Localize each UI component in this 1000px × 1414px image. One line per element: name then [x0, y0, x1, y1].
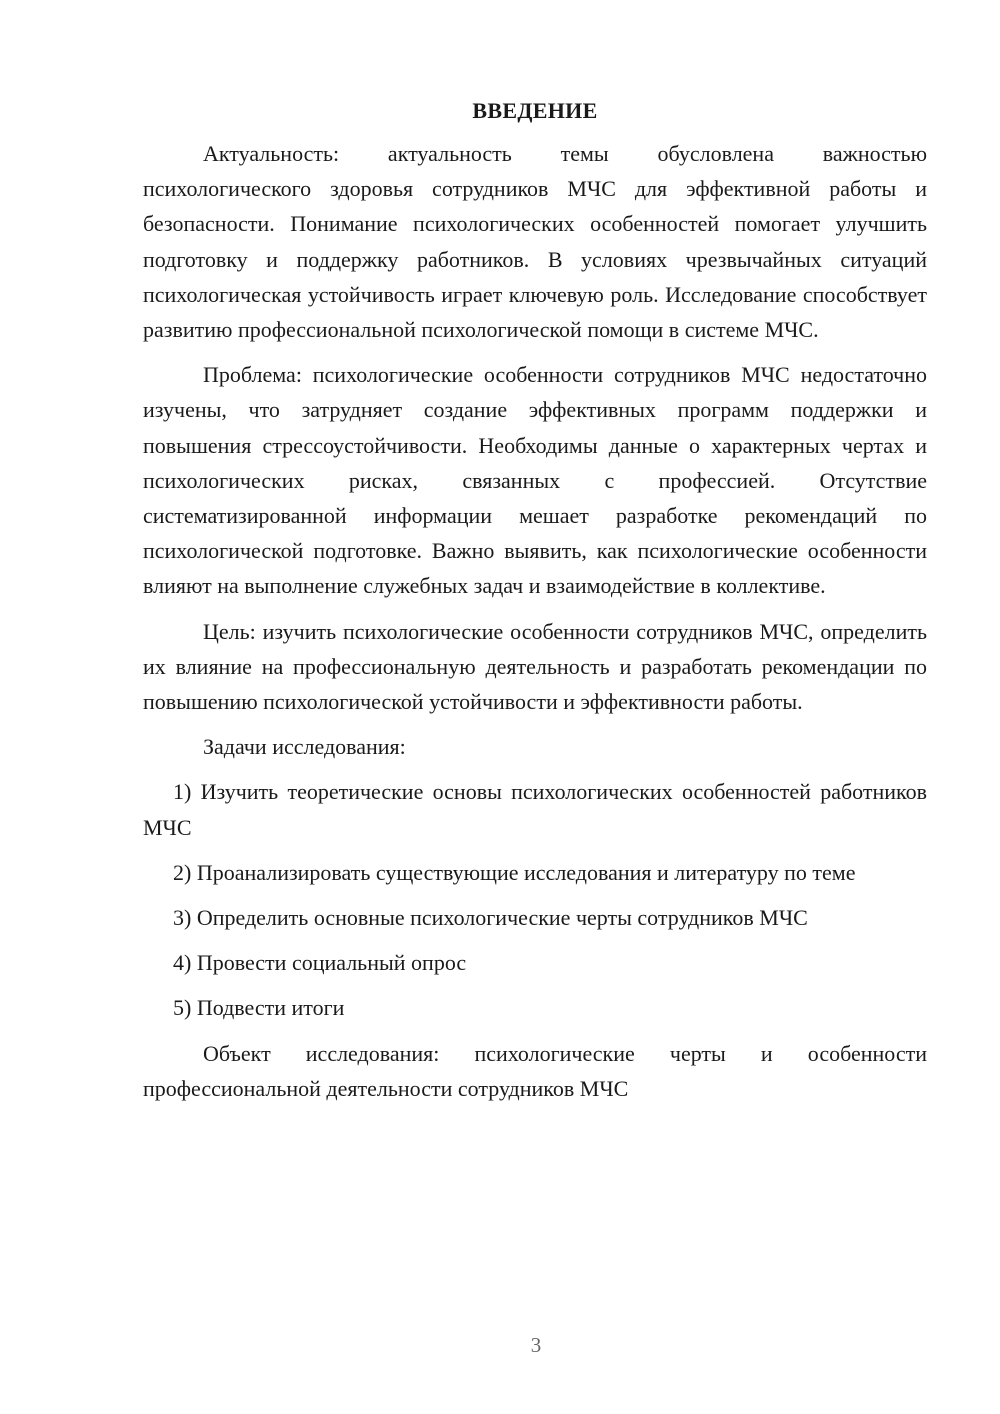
task-item: 3) Определить основные психологические черты сотрудников МЧС — [173, 905, 808, 931]
paragraph-problem: Проблема: психологические особенности сотрудников МЧС недостаточно изучены, что затрудняет создание эффективных программ поддержки и повышения стрессоустойчивости. Необходимы данные о характерных чертах и психологических рисках, связанных с профессией. Отсутствие систематизированной информации мешает разработке рекомендаций по психологической подготовке. Важно выявить, как психологические особенности влияют на выполнение служебных задач и взаимодействие в коллективе. — [143, 362, 927, 599]
tasks-list — [143, 774, 927, 1025]
task-item: 4) Провести социальный опрос — [173, 950, 467, 976]
page-number: 3 — [530, 1333, 542, 1357]
tasks-heading: Задачи исследования: — [203, 734, 406, 760]
page-content — [143, 94, 927, 1116]
task-item: 2) Проанализировать существующие исследования и литературу по теме — [173, 859, 856, 885]
paragraph-relevance: Актуальность: актуальность темы обусловлена важностью психологического здоровья сотрудников МЧС для эффективной работы и безопасности. Понимание психологических особенностей помогает улучшить подготовку и поддержку работников. В условиях чрезвычайных ситуаций психологическая устойчивость играет ключевую роль. Исследование способствует развитию профессиональной психологической помощи в системе МЧС. — [143, 141, 927, 343]
page-title: ВВЕДЕНИЕ — [472, 98, 598, 123]
task-item: 5) Подвести итоги — [173, 995, 345, 1021]
paragraph-goal: Цель: изучить психологические особенности сотрудников МЧС, определить их влияние на профессиональную деятельность и разработать рекомендации по повышению психологической устойчивости и эффективности работы. — [143, 618, 927, 715]
task-item: 1) Изучить теоретические основы психологических особенностей работников МЧС — [143, 779, 927, 840]
paragraph-object: Объект исследования: психологические черты и особенности профессиональной деятельности сотрудников МЧС — [143, 1040, 927, 1101]
